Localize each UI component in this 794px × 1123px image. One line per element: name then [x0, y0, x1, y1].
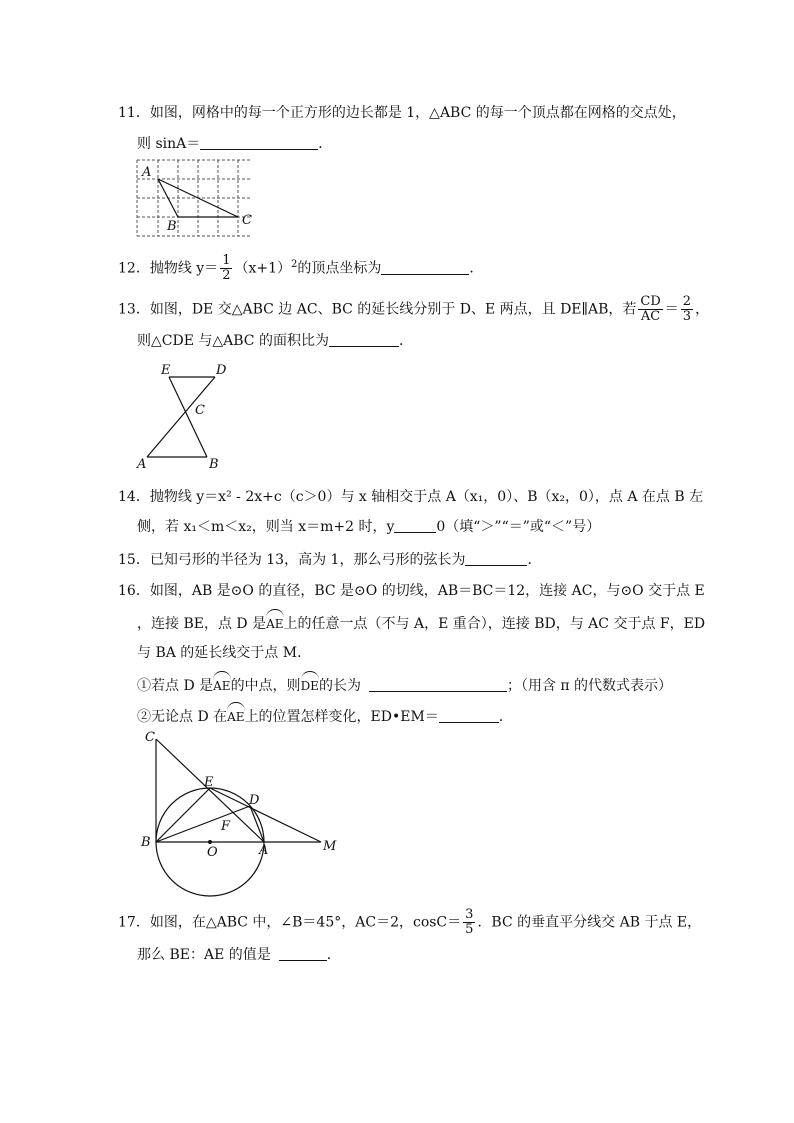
q12-end: ． — [469, 260, 484, 277]
q11-answer-blank[interactable] — [200, 135, 318, 150]
q11-label-b: B — [167, 219, 177, 234]
q15-line — [118, 550, 541, 570]
q12-line — [118, 254, 483, 283]
q16-label-a: A — [259, 843, 269, 858]
q12-fraction — [220, 254, 232, 283]
q16-figure — [137, 730, 347, 898]
q11-number: 11． — [118, 105, 150, 121]
q13-label-a: A — [137, 457, 147, 472]
q12-prefix: 抛物线 y＝ — [149, 260, 219, 277]
q16-sub1-end: ；（用含 π 的代数式表示） — [506, 678, 673, 694]
q16-sub2-arc-ae: AE — [227, 705, 244, 727]
q16-label-o: O — [207, 845, 218, 860]
q13-frac1-num: CD — [640, 294, 661, 309]
q15-answer-blank[interactable] — [465, 551, 527, 566]
q17-line2-prefix: 那么 BE：AE 的值是 — [137, 947, 271, 963]
q16-number: 16． — [118, 583, 150, 599]
q16-sub2-answer-blank[interactable] — [439, 708, 499, 723]
q16-center-dot — [208, 840, 212, 844]
q12-suffix: 的顶点坐标为 — [297, 260, 382, 277]
q16-lines — [156, 739, 321, 842]
q17-frac-num: 3 — [465, 907, 474, 922]
q13-line2 — [137, 331, 413, 351]
q13-line1 — [118, 295, 709, 324]
q17-line1 — [118, 908, 701, 937]
q13-text: 如图，DE 交△ABC 边 AC、BC 的延长线分别于 D、E 两点，且 DE∥AB，若 — [149, 301, 637, 318]
q11-label-c: C — [242, 213, 252, 228]
q14-line2 — [137, 517, 600, 537]
q13-suffix: ． — [398, 333, 413, 349]
q17-prefix: 如图，在△ABC 中，∠B＝45°，AC＝2，cosC＝ — [149, 914, 462, 931]
q14-prefix: 侧，若 x₁＜m＜x₂，则当 x＝m+2 时，y — [137, 519, 395, 535]
q16-label-f: F — [221, 819, 231, 834]
q12-number: 12． — [118, 260, 150, 277]
q16-line2-prefix: ，连接 BE，点 D 是 — [137, 616, 267, 632]
q16-line3 — [137, 643, 311, 663]
q13-answer-blank[interactable] — [329, 332, 399, 347]
q14-answer-blank[interactable] — [394, 518, 436, 533]
q13-fraction-2-3 — [681, 295, 693, 324]
q13-frac2-num: 2 — [682, 294, 692, 309]
q17-frac-den: 5 — [465, 922, 474, 937]
q16-sub1-prefix: ①若点 D 是 — [137, 678, 214, 694]
q17-number: 17． — [118, 914, 150, 931]
q16-sub2-suffix: 上的位置怎样变化，ED•EM＝ — [244, 709, 439, 725]
q16-sub1-arc-de: DE — [301, 674, 319, 696]
q16-label-e: E — [204, 775, 214, 790]
q16-sub2-end: ． — [498, 709, 513, 725]
q16-sub1-answer-blank[interactable] — [369, 677, 507, 692]
q17-suffix: ．BC 的垂直平分线交 AB 于点 E， — [477, 914, 702, 931]
q11-grid-figure — [137, 160, 267, 240]
q16-arc-ae: AE — [266, 612, 283, 634]
q16-sub1-suffix: 的长为 — [318, 678, 361, 694]
q11-suffix: ． — [318, 136, 333, 152]
q12-frac-num: 1 — [222, 253, 231, 268]
q16-sub1-arc-ae: AE — [213, 674, 230, 696]
q16-label-m: M — [323, 839, 337, 854]
q16-line2 — [137, 612, 705, 634]
q13-eq: ＝ — [664, 301, 679, 318]
q11-grid-lines — [137, 160, 252, 236]
q16-sub1-mid: 的中点，则 — [230, 678, 301, 694]
q13-label-d: D — [216, 363, 227, 378]
q14-number: 14． — [118, 489, 150, 505]
q16-line3-text: 与 BA 的延长线交于点 M． — [137, 645, 312, 661]
q16-label-b: B — [141, 835, 151, 850]
q17-answer-blank[interactable] — [279, 946, 327, 961]
q15-end: ． — [527, 552, 542, 568]
q12-power: 2 — [291, 258, 298, 270]
q16-sub2-prefix: ②无论点 D 在 — [137, 709, 228, 725]
q14-text: 抛物线 y＝x² - 2x+c（c＞0）与 x 轴相交于点 A（x₁，0）、B（x₂，0），点 A 在点 B 左 — [149, 489, 704, 505]
q16-text: 如图，AB 是⊙O 的直径，BC 是⊙O 的切线，AB＝BC＝12，连接 AC，与⊙O 交于点 E — [149, 583, 705, 599]
q12-frac-den: 2 — [222, 268, 231, 283]
q11-line1 — [118, 103, 686, 123]
q11-prefix: 则 sinA＝ — [137, 136, 201, 152]
q16-line2-suffix: 上的任意一点（不与 A，E 重合），连接 BD，与 AC 交于点 F，ED — [283, 616, 706, 632]
q15-number: 15． — [118, 552, 150, 568]
q17-line2 — [137, 945, 341, 965]
q14-line1 — [118, 487, 703, 507]
q13-fraction-cd-ac — [638, 295, 662, 324]
q12-answer-blank[interactable] — [381, 260, 469, 275]
q15-text: 已知弓形的半径为 13，高为 1，那么弓形的弦长为 — [149, 552, 466, 568]
q13-label-b: B — [209, 457, 219, 472]
q16-label-d: D — [249, 793, 260, 808]
q17-line2-suffix: ． — [326, 947, 341, 963]
q13-label-c: C — [195, 403, 205, 418]
q16-label-c: C — [145, 730, 155, 745]
q17-fraction — [463, 908, 475, 937]
q16-sub1 — [137, 674, 672, 696]
q13-figure — [137, 362, 247, 472]
q13-prefix: 则△CDE 与△ABC 的面积比为 — [137, 333, 329, 349]
q11-text: 如图，网格中的每一个正方形的边长都是 1，△ABC 的每一个顶点都在网格的交点处， — [149, 105, 686, 121]
q13-line1-end: ， — [695, 301, 710, 318]
q13-frac1-den: AC — [640, 309, 661, 324]
q16-line1 — [118, 581, 705, 601]
q12-mid: （x+1） — [234, 260, 292, 277]
q11-label-a: A — [142, 165, 152, 180]
q13-number: 13． — [118, 301, 150, 318]
q13-frac2-den: 3 — [682, 309, 692, 324]
q13-label-e: E — [161, 363, 171, 378]
q14-suffix: 0（填“＞”“＝”或“＜”号） — [436, 519, 601, 535]
q16-sub2 — [137, 705, 513, 727]
q11-line2 — [137, 134, 332, 154]
